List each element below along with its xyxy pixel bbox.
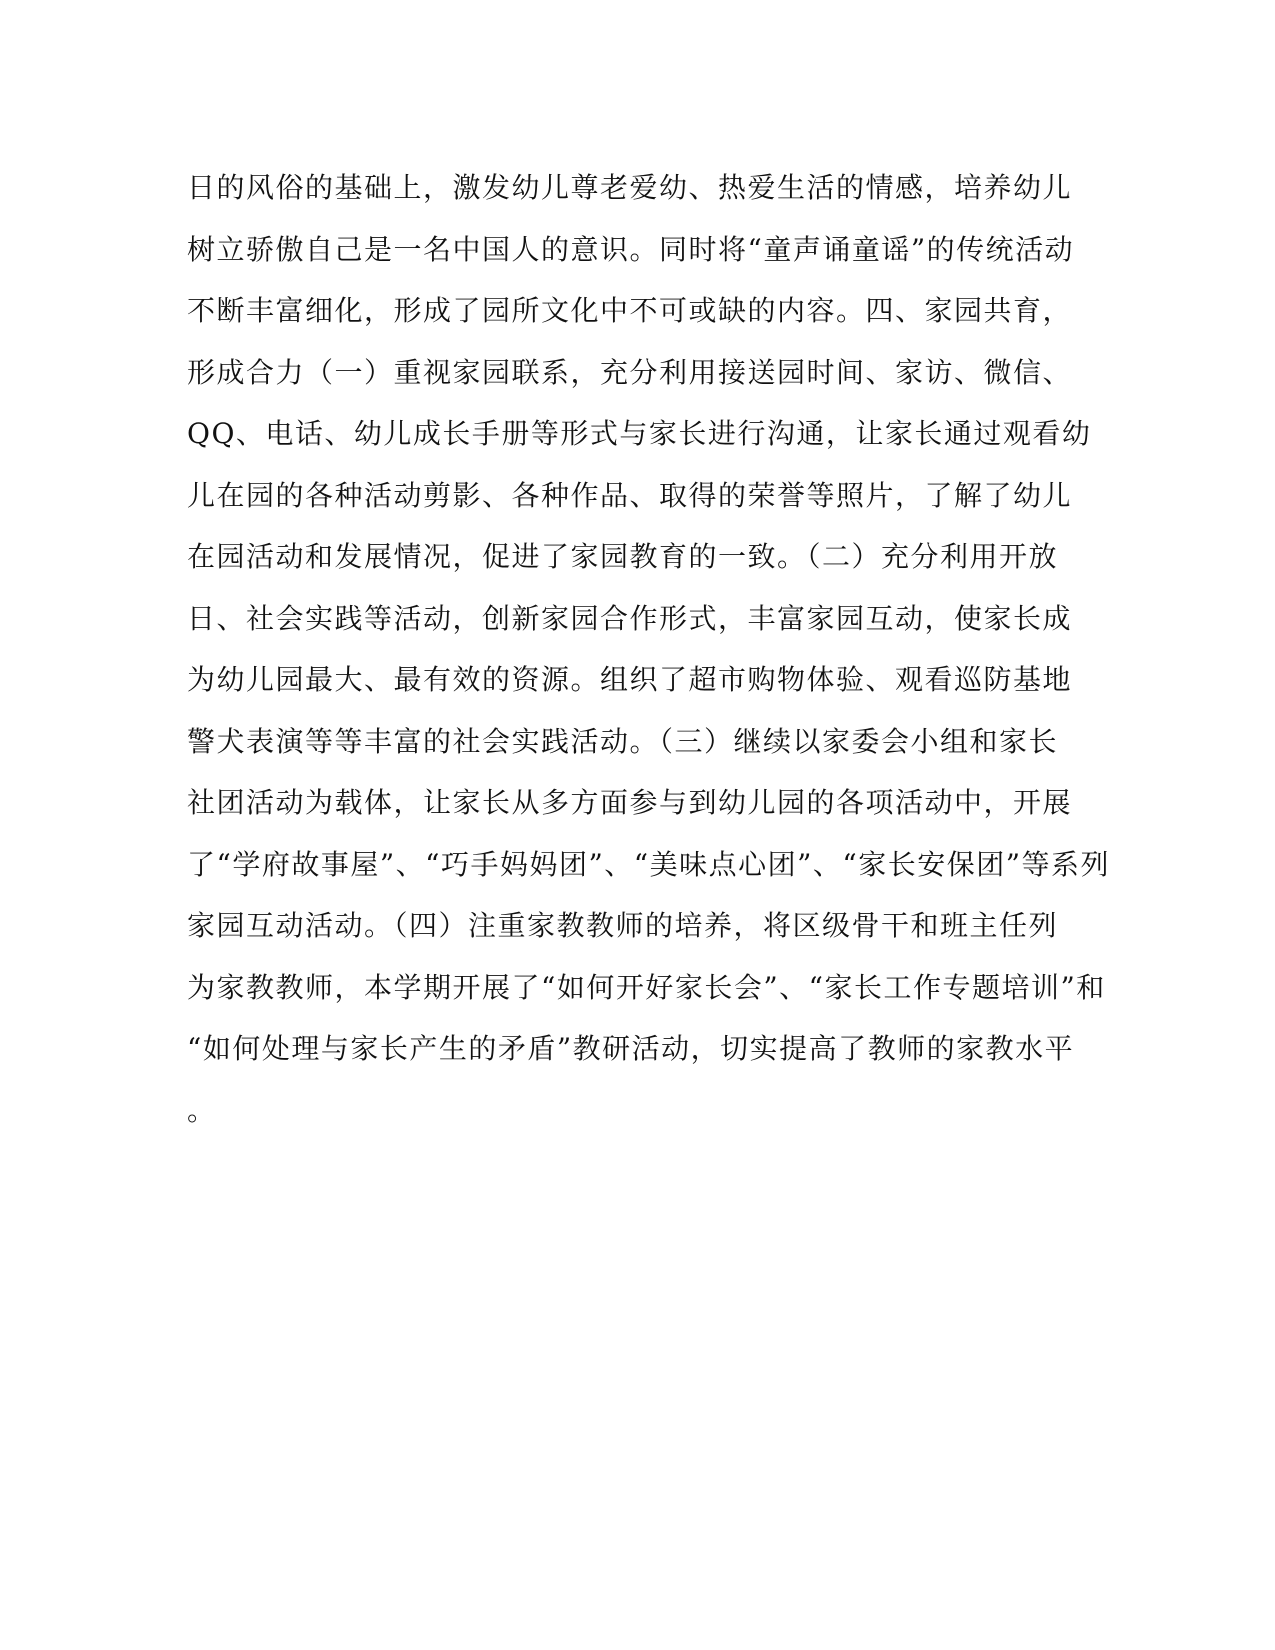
text-line: 家园互动活动。（四）注重家教教师的培养，将区级骨干和班主任列 [187, 909, 1059, 942]
text-line: 不断丰富细化，形成了园所文化中不可或缺的内容。四、家园共育， [187, 294, 1073, 327]
body-text [187, 157, 1111, 1141]
text-line: QQ、电话、幼儿成长手册等形式与家长进行沟通，让家长通过观看幼 [187, 417, 1092, 450]
text-line: 为家教教师，本学期开展了“如何开好家长会”、“家长工作专题培训”和 [187, 970, 1106, 1004]
text-line: 树立骄傲自己是一名中国人的意识。同时将“童声诵童谣”的传统活动 [187, 232, 1075, 266]
text-line: 儿在园的各种活动剪影、各种作品、取得的荣誉等照片，了解了幼儿 [187, 478, 1073, 512]
text-line: 。 [187, 1093, 217, 1127]
text-line: 了“学府故事屋”、“巧手妈妈团”、“美味点心团”、“家长安保团”等系列 [187, 847, 1111, 881]
text-line: “如何处理与家长产生的矛盾”教研活动，切实提高了教师的家教水平 [187, 1032, 1075, 1065]
text-line: 警犬表演等等丰富的社会实践活动。（三）继续以家委会小组和家长 [187, 724, 1059, 758]
text-line: 日的风俗的基础上，激发幼儿尊老爱幼、热爱生活的情感，培养幼儿 [187, 171, 1073, 204]
text-line: 在园活动和发展情况，促进了家园教育的一致。（二）充分利用开放 [187, 540, 1059, 573]
text-line: 社团活动为载体，让家长从多方面参与到幼儿园的各项活动中，开展 [187, 786, 1073, 819]
text-line: 为幼儿园最大、最有效的资源。组织了超市购物体验、观看巡防基地 [187, 663, 1073, 696]
text-line: 形成合力（一）重视家园联系，充分利用接送园时间、家访、微信、 [187, 355, 1073, 389]
text-line: 日、社会实践等活动，创新家园合作形式，丰富家园互动，使家长成 [187, 601, 1073, 635]
